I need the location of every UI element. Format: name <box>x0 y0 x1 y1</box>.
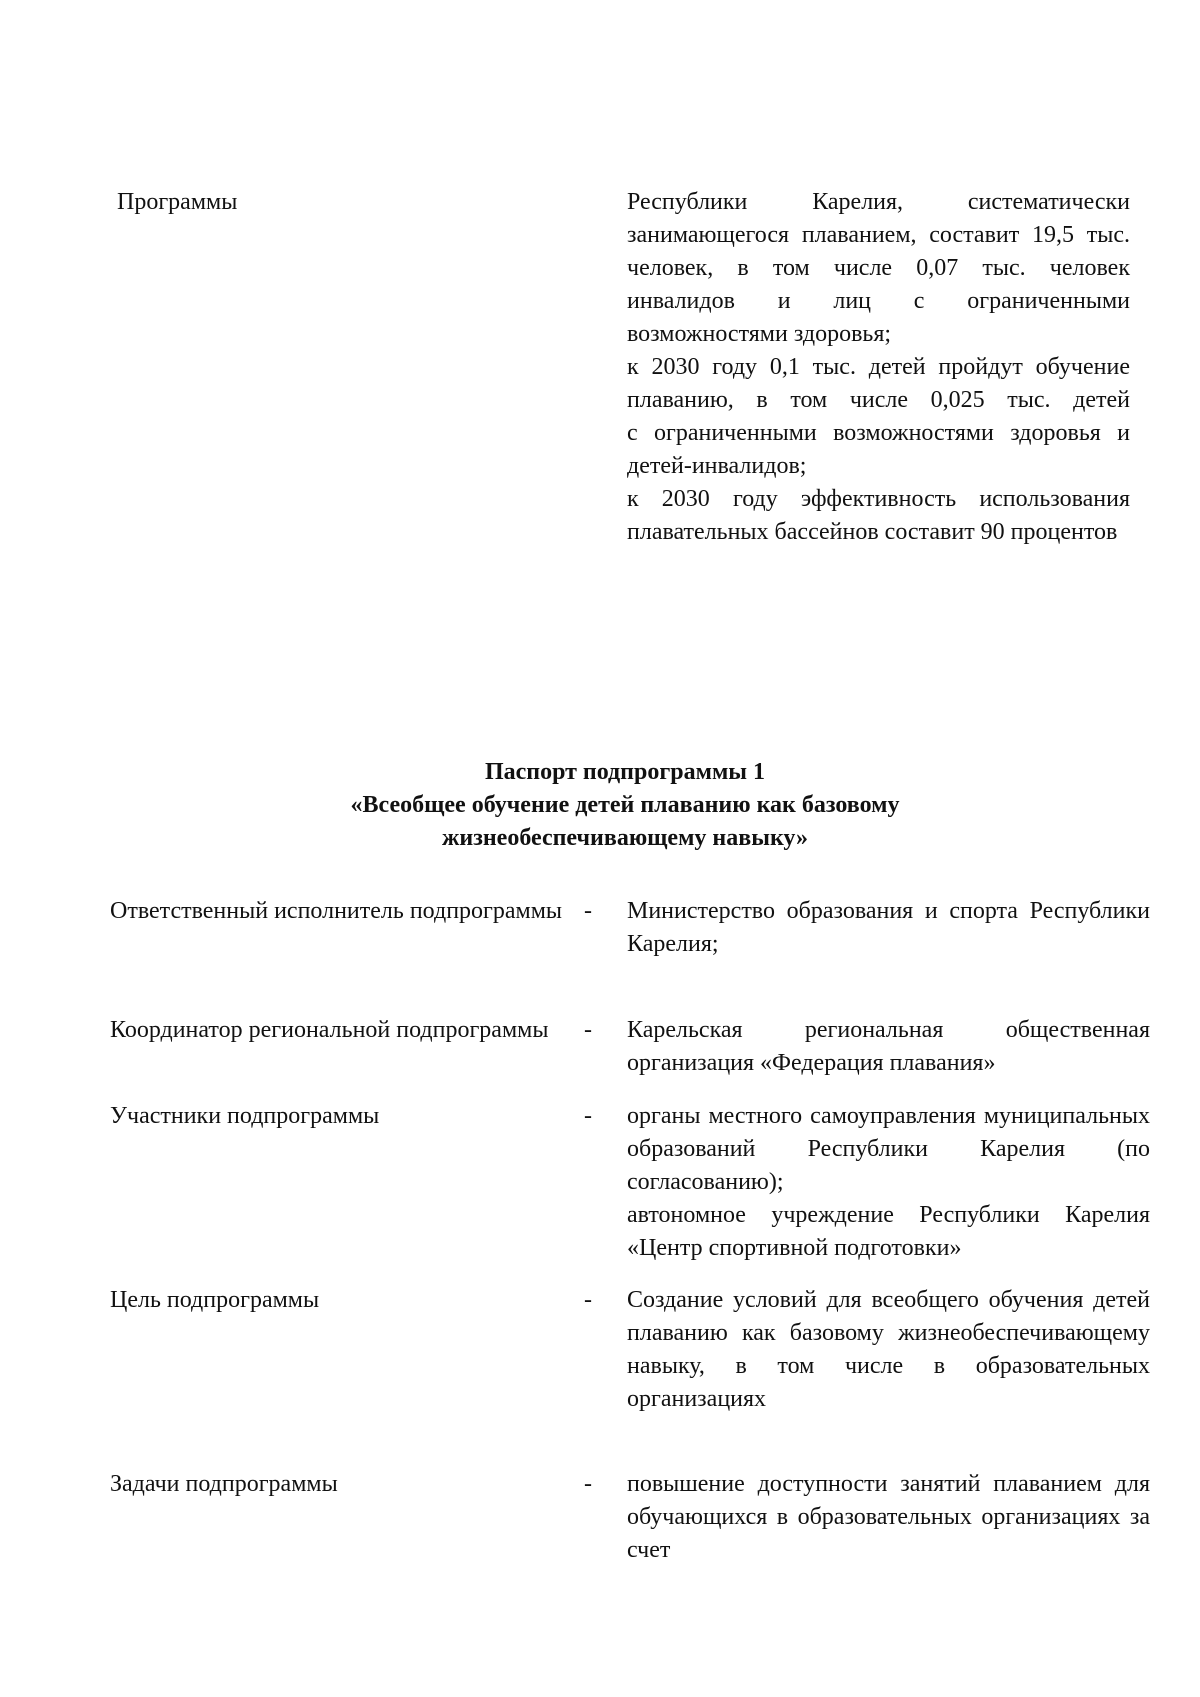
continued-paragraph: к 2030 году 0,1 тыс. детей пройдут обучение плаванию, в том числе 0,025 тыс. детей <box>627 354 1130 413</box>
row-value <box>627 1284 1150 1416</box>
section-title <box>110 756 1200 855</box>
row-paragraph: Министерство образования и спорта Республики Карелия; <box>627 898 1150 957</box>
row-paragraph: Карельская региональная общественная организация «Федерация плавания» <box>627 1017 1150 1076</box>
continued-row-value <box>627 186 1130 549</box>
row-paragraph: автономное учреждение Республики Карелия «Центр спортивной подготовки» <box>627 1202 1150 1261</box>
title-line: Паспорт подпрограммы 1 <box>484 759 766 785</box>
title-line: «Всеобщее обучение детей плаванию как базовому <box>350 792 900 818</box>
continued-paragraph: с ограниченными возможностями здоровья и детей-инвалидов; <box>627 420 1130 479</box>
row-value <box>627 1468 1150 1567</box>
row-label: Координатор региональной подпрограммы <box>110 1017 549 1043</box>
row-paragraph: повышение доступности занятий плаванием для обучающихся в образовательных организациях за счет <box>627 1471 1150 1563</box>
continued-row-label: Программы <box>117 189 238 215</box>
row-label: Задачи подпрограммы <box>110 1471 338 1497</box>
row-value <box>627 1014 1150 1080</box>
row-dash: - <box>584 898 592 924</box>
row-value <box>627 895 1150 961</box>
row-label: Участники подпрограммы <box>110 1103 380 1129</box>
continued-paragraph: к 2030 году эффективность использования плавательных бассейнов составит 90 процентов <box>627 486 1130 545</box>
row-label: Цель подпрограммы <box>110 1287 320 1313</box>
row-dash: - <box>584 1017 592 1043</box>
row-paragraph: органы местного самоуправления муниципальных образований Республики Карелия (по согласованию); <box>627 1103 1150 1195</box>
row-value <box>627 1100 1150 1265</box>
continued-paragraph: Республики Карелия, систематически занимающегося плаванием, составит 19,5 тыс. человек, в том числе 0,07 тыс. человек инвалидов и лиц с ограниченными возможностями здоровья; <box>627 189 1130 347</box>
row-paragraph: Создание условий для всеобщего обучения детей плаванию как базовому жизнеобеспечивающему навыку, в том числе в образовательных организациях <box>627 1287 1150 1412</box>
row-label: Ответственный исполнитель подпрограммы <box>110 898 563 924</box>
row-dash: - <box>584 1471 592 1497</box>
row-dash: - <box>584 1287 592 1313</box>
title-line: жизнеобеспечивающему навыку» <box>441 825 809 851</box>
row-dash: - <box>584 1103 592 1129</box>
